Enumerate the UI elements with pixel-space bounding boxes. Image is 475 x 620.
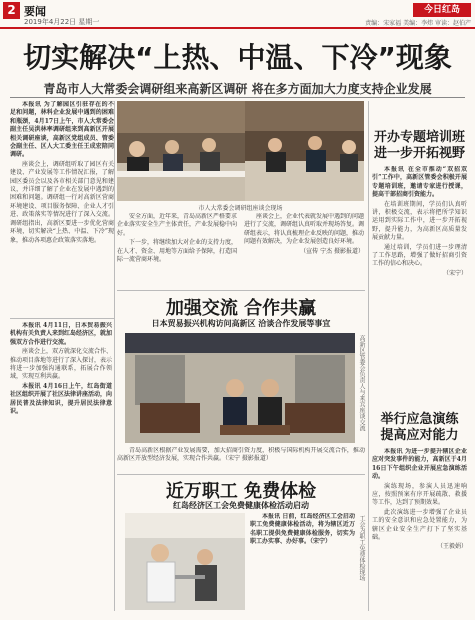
drill-story-paragraph: 本报讯 为进一步提升辖区企业应对突发事件的能力，高新区于4月16日下午组织企业开展应急演练活动。	[372, 448, 467, 481]
drill-story-paragraph: 此次演练进一步增强了企业员工的安全意识和应急处置能力，为辖区企业安全生产打下了坚实基础。	[372, 508, 467, 542]
main-story-paragraph: 安全方面，近年来，青岛高新区严格要求企业落实安全生产主体责任，产业发展稳中向好。	[117, 213, 237, 237]
training-story-paragraph: 本报讯 在全市推动“双招双引”工作中，高新区管委会积极开展专题培训班，邀请专家进行授课，提高干部招商引资能力。	[372, 166, 467, 199]
training-story-body	[372, 166, 467, 408]
page-number: 2	[3, 2, 20, 19]
medical-story-body	[250, 513, 355, 610]
drill-story-body	[372, 448, 467, 610]
main-story-paragraph: 本报讯 为了解园区引驻存在的不足和问题，林科企业发展中遇到的困难和瓶颈，4月17日上午，市人大常委会副主任吴洪林率调研组来到高新区开展相关调研座谈，高新区党组成员、管委会副主任、区人大工委主任王成宏陪同调研。	[10, 101, 114, 159]
section-title: 要闻	[24, 5, 46, 18]
training-story-paragraph: 在培训班期间，学员们认真听讲，积极交流，表示将把所学知识运用到实际工作中，进一步开拓视野，提升能力，为高新区高质量发展贡献力量。	[372, 200, 467, 242]
drill-story-paragraph: 演练现场，参演人员迅速响应，按照预案有序开展疏散、救援等工作，达到了预期效果。	[372, 482, 467, 507]
main-story-byline: （宣传 宁杰 摄影报道）	[300, 247, 364, 255]
main-headline: 切实解决“上热、中温、下冷”现象	[23, 41, 452, 74]
medical-story-title: 近万职工 免费体检	[165, 481, 317, 502]
exchange-story-top-rule	[117, 290, 365, 291]
main-subheadline: 青岛市人大常委会调研组来高新区调研 将在多方面加大力度支持企业发展	[43, 82, 432, 96]
left-column-rule	[114, 101, 115, 611]
right-column-divider	[368, 101, 369, 611]
training-story-byline: （宋宁）	[442, 269, 467, 277]
drill-story-title: 举行应急演练 提高应对能力	[380, 412, 459, 443]
main-story-paragraph: 下一步，将继续加大对企业的支持力度，在人才、资金、用地等方面给予保障，打造国际一流营商环境。	[117, 239, 237, 264]
main-story-column-1	[10, 101, 114, 316]
main-story-column-3	[117, 213, 237, 288]
medical-story-paragraph: 本报讯 日前，红岛经济区工会启动职工免费健康体检活动，将为辖区近万名职工提供免费健康体检服务，切实为职工办实事、办好事。（宋宁）	[250, 513, 355, 546]
left-column-divider	[10, 318, 114, 319]
drill-story-byline: （王毅娟）	[436, 543, 467, 551]
medical-photo	[125, 513, 245, 610]
secondary-news-paragraph: 本报讯 4月11日，日本贸易振兴机构有关负责人来到红岛经济区，就加强双方合作进行交流。	[10, 322, 112, 346]
medical-story-deck: 红岛经济区工会免费健康体检活动启动	[173, 501, 309, 510]
secondary-news-column	[10, 322, 112, 612]
page-header	[0, 0, 475, 27]
meeting-photo-left	[117, 101, 245, 201]
issue-date: 2019年4月22日 星期一	[24, 18, 100, 26]
meeting-photo-right	[245, 101, 364, 201]
medical-story-top-rule	[117, 474, 365, 475]
main-story-paragraph: 座谈会上，调研组听取了园区有关建设、产业发展等工作情况汇报，了解园区委员会以及各市相关部门意见和建议，并详细了解了企业在发展中遇到的困难和问题。调研组一行对高新区营商环境建设、项目服务保障、企业人才引进、政策落实等情况进行了深入交流。调研组指出，高新区要进一步优化营商环境，切实解决“上热、中温、下冷”现象，推动各项惠企政策落实落地。	[10, 160, 114, 244]
training-story-title: 开办专题培训班 进一步开拓视野	[373, 130, 465, 161]
header-rule	[0, 27, 475, 29]
headline-divider	[10, 97, 465, 98]
medical-photo-caption: 工会为职工免费体检现场	[358, 515, 365, 581]
exchange-photo	[125, 333, 355, 443]
exchange-story-title: 加强交流 合作共赢	[165, 298, 317, 319]
exchange-story-deck: 日本贸易振兴机构访问高新区 洽谈合作发展等事宜	[151, 319, 331, 328]
exchange-story-body	[117, 447, 365, 473]
editor-credits: 责编：宋家福 美编：李炜 审读：赵伯产	[365, 20, 471, 27]
training-story-paragraph: 通过培训，学员们进一步理清了工作思路，增强了做好招商引资工作的信心和决心。	[372, 243, 467, 268]
exchange-story-paragraph: 青岛高新区根据产业发展需要，加大招商引资力度，积极与国际机构开展交流合作，推动高新区开放型经济发展，实现合作共赢。（宋宁 摄影报道）	[117, 447, 365, 463]
main-story-paragraph: 座谈会上，企业代表就发展中遇到的问题进行了交流，调研组认真听取并现场答复。调研组表示，将认真梳理企业反映的问题，推动问题有效解决，为企业发展创造良好环境。	[244, 213, 364, 246]
secondary-news-paragraph: 座谈会上，双方就深化交流合作、推动项目落地等进行了深入探讨，表示将进一步加强沟通联系，拓展合作领域，实现互利共赢。	[10, 348, 112, 381]
newspaper-brand: 今日红岛	[413, 3, 471, 17]
meeting-photo-caption: 市人大常委会调研组座谈会现场	[198, 205, 283, 212]
exchange-photo-caption: 高新区管委会负责人与来宾座谈交流	[358, 335, 365, 431]
main-story-column-4	[244, 213, 364, 288]
secondary-news-paragraph: 本报讯 4月16日上午，红岛街道社区组织开展了社区法律讲座活动，向居民普及法律知识，提升居民法律意识。	[10, 382, 112, 416]
